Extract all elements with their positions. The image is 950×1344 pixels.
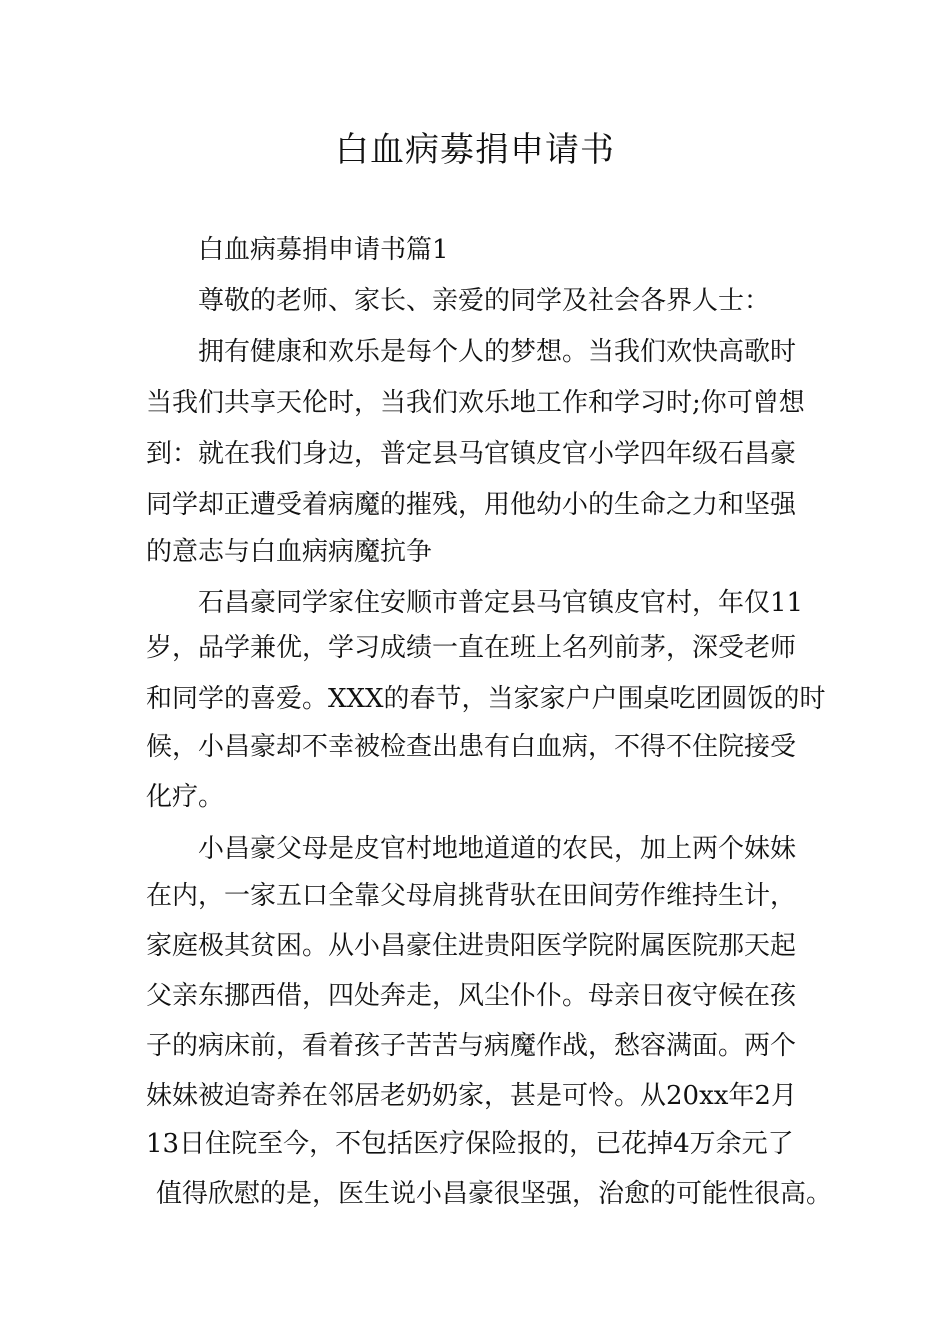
document-title: 白血病募捐申请书 <box>335 130 615 170</box>
paragraph-line: 在内，一家五口全靠父母肩挑背驮在田间劳作维持生计， <box>146 881 797 911</box>
paragraph-line: 候，小昌豪却不幸被检查出患有白血病，不得不住院接受 <box>146 732 797 762</box>
paragraph-line: 石昌豪同学家住安顺市普定县马官镇皮官村，年仅11 <box>198 588 804 618</box>
paragraph-line: 拥有健康和欢乐是每个人的梦想。当我们欢快高歌时 <box>198 337 797 367</box>
salutation: 尊敬的老师、家长、亲爱的同学及社会各界人士： <box>198 286 771 316</box>
paragraph-line: 小昌豪父母是皮官村地地道道的农民，加上两个妹妹 <box>198 834 797 864</box>
section-heading: 白血病募捐申请书篇1 <box>198 235 449 265</box>
paragraph-line: 妹妹被迫寄养在邻居老奶奶家，甚是可怜。从20xx年2月 <box>146 1081 797 1111</box>
paragraph-line: 同学却正遭受着病魔的摧残，用他幼小的生命之力和坚强 <box>146 490 797 520</box>
paragraph-line: 当我们共享天伦时，当我们欢乐地工作和学习时;你可曾想 <box>146 388 805 418</box>
paragraph-line: 家庭极其贫困。从小昌豪住进贵阳医学院附属医院那天起 <box>146 931 797 961</box>
paragraph-line: 岁，品学兼优，学习成绩一直在班上名列前茅，深受老师 <box>146 633 797 663</box>
paragraph-line: 到：就在我们身边，普定县马官镇皮官小学四年级石昌豪 <box>146 439 797 469</box>
paragraph-line: 值得欣慰的是，医生说小昌豪很坚强，治愈的可能性很高。 <box>156 1179 833 1209</box>
paragraph-line: 13日住院至今，不包括医疗保险报的，已花掉4万余元了 <box>146 1129 794 1159</box>
paragraph-line: 父亲东挪西借，四处奔走，风尘仆仆。母亲日夜守候在孩 <box>146 981 797 1011</box>
paragraph-line: 化疗。 <box>146 782 225 812</box>
paragraph-line: 的意志与白血病病魔抗争 <box>146 537 433 567</box>
paragraph-line: 子的病床前，看着孩子苦苦与病魔作战，愁容满面。两个 <box>146 1031 797 1061</box>
paragraph-line: 和同学的喜爱。XXX的春节，当家家户户围桌吃团圆饭的时 <box>146 684 826 714</box>
